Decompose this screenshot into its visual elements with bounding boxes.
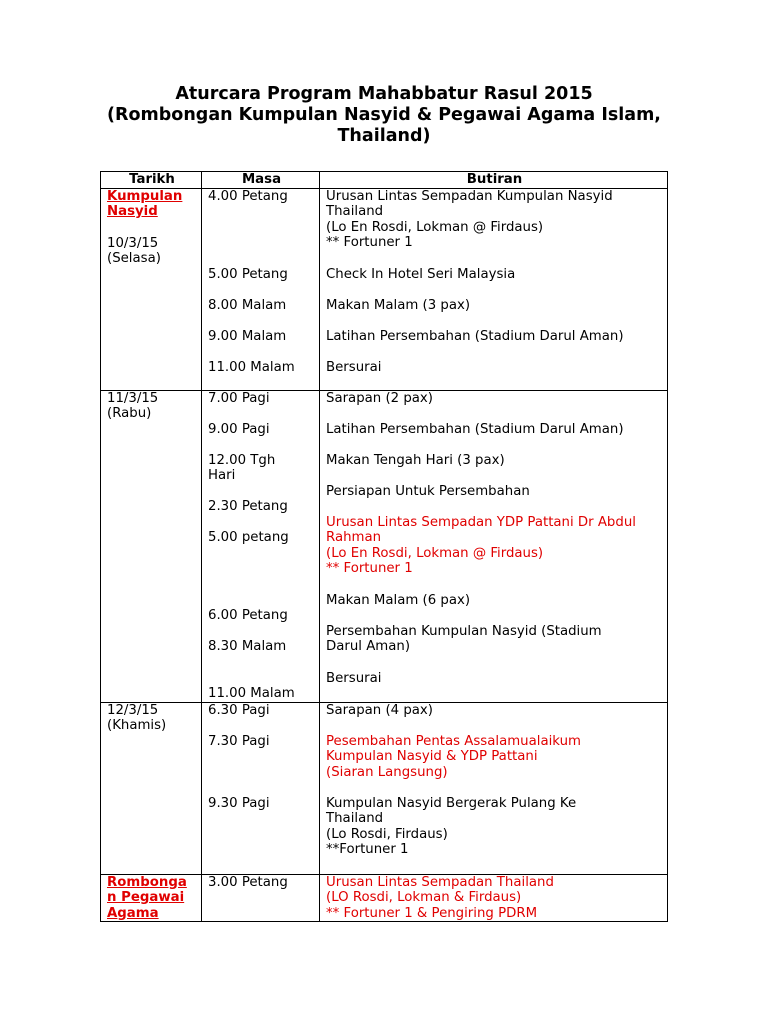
butiran-cell — [320, 702, 668, 874]
detail-text: ** Fortuner 1 — [326, 235, 413, 250]
time-text: 4.00 Petang — [208, 188, 288, 204]
time-text: 3.00 Petang — [208, 874, 288, 890]
masa-cell — [202, 188, 320, 390]
title-line-3: Thailand) — [337, 126, 431, 146]
time-text: Hari — [208, 468, 236, 483]
detail-text-highlight: ** Fortuner 1 & Pengiring PDRM — [326, 905, 538, 921]
masa-cell — [202, 390, 320, 702]
time-text: 8.00 Malam — [208, 297, 287, 313]
category-label: Agama — [107, 905, 159, 921]
category-label: Kumpulan — [107, 188, 183, 204]
time-text: 9.30 Pagi — [208, 795, 270, 811]
table-header-row — [101, 172, 668, 189]
document-title — [0, 84, 768, 147]
detail-text-highlight: Rahman — [326, 530, 382, 545]
detail-text: Thailand — [326, 811, 384, 826]
title-line-2: (Rombongan Kumpulan Nasyid & Pegawai Agama Islam, — [107, 105, 661, 125]
detail-text: Sarapan (4 pax) — [326, 702, 433, 718]
masa-cell — [202, 874, 320, 921]
detail-text: Persembahan Kumpulan Nasyid (Stadium — [326, 623, 602, 639]
tarikh-cell — [101, 188, 202, 390]
category-label: n Pegawai — [107, 890, 185, 905]
detail-text: Thailand — [326, 204, 384, 219]
tarikh-cell — [101, 874, 202, 921]
detail-text: Makan Tengah Hari (3 pax) — [326, 452, 505, 468]
time-text: 2.30 Petang — [208, 498, 288, 514]
day-text: (Selasa) — [107, 251, 161, 266]
detail-text: Bersurai — [326, 359, 382, 375]
detail-text: Makan Malam (6 pax) — [326, 592, 471, 608]
time-text: 9.00 Pagi — [208, 421, 270, 437]
detail-text: Latihan Persembahan (Stadium Darul Aman) — [326, 328, 624, 344]
date-text: 12/3/15 — [107, 702, 159, 718]
detail-text-highlight: Urusan Lintas Sempadan Thailand — [326, 874, 554, 890]
category-label: Rombonga — [107, 874, 187, 890]
detail-text-highlight: (Lo En Rosdi, Lokman @ Firdaus) — [326, 545, 544, 561]
detail-text: (Lo Rosdi, Firdaus) — [326, 826, 448, 842]
detail-text: Bersurai — [326, 670, 382, 686]
schedule-table — [100, 171, 668, 922]
detail-text: Kumpulan Nasyid Bergerak Pulang Ke — [326, 795, 577, 811]
category-label: Nasyid — [107, 204, 158, 219]
header-tarikh: Tarikh — [101, 172, 202, 189]
table-row — [101, 188, 668, 390]
detail-text: Latihan Persembahan (Stadium Darul Aman) — [326, 421, 624, 437]
time-text: 7.00 Pagi — [208, 390, 270, 406]
time-text: 9.00 Malam — [208, 328, 287, 344]
detail-text: Check In Hotel Seri Malaysia — [326, 266, 516, 282]
time-text: 6.30 Pagi — [208, 702, 270, 718]
detail-text: Sarapan (2 pax) — [326, 390, 433, 406]
detail-text-highlight: Urusan Lintas Sempadan YDP Pattani Dr Abdul — [326, 514, 636, 530]
time-text: 5.00 petang — [208, 529, 289, 545]
date-text: 10/3/15 — [107, 235, 159, 251]
header-butiran: Butiran — [320, 172, 668, 189]
butiran-cell — [320, 874, 668, 921]
tarikh-cell — [101, 390, 202, 702]
time-text: 12.00 Tgh — [208, 452, 276, 468]
detail-text-highlight: (LO Rosdi, Lokman & Firdaus) — [326, 890, 522, 905]
butiran-cell — [320, 188, 668, 390]
table-row — [101, 702, 668, 874]
time-text: 11.00 Malam — [208, 359, 295, 375]
time-text: 6.00 Petang — [208, 607, 288, 623]
detail-text-highlight: Pesembahan Pentas Assalamualaikum — [326, 733, 581, 749]
detail-text: Persiapan Untuk Persembahan — [326, 483, 530, 499]
date-text: 11/3/15 — [107, 390, 159, 406]
detail-text: **Fortuner 1 — [326, 842, 409, 857]
time-text: 11.00 Malam — [208, 685, 295, 701]
butiran-cell — [320, 390, 668, 702]
day-text: (Khamis) — [107, 718, 167, 733]
time-text: 5.00 Petang — [208, 266, 288, 282]
detail-text-highlight: (Siaran Langsung) — [326, 764, 448, 780]
header-masa: Masa — [202, 172, 320, 189]
time-text: 8.30 Malam — [208, 638, 287, 654]
tarikh-cell — [101, 702, 202, 874]
title-line-1: Aturcara Program Mahabbatur Rasul 2015 — [175, 84, 593, 104]
table-row — [101, 390, 668, 702]
detail-text: Makan Malam (3 pax) — [326, 297, 471, 313]
day-text: (Rabu) — [107, 406, 152, 421]
detail-text-highlight: ** Fortuner 1 — [326, 561, 413, 576]
detail-text: (Lo En Rosdi, Lokman @ Firdaus) — [326, 219, 544, 235]
table-row — [101, 874, 668, 921]
detail-text: Darul Aman) — [326, 639, 411, 654]
time-text: 7.30 Pagi — [208, 733, 270, 749]
detail-text-highlight: Kumpulan Nasyid & YDP Pattani — [326, 749, 538, 764]
masa-cell — [202, 702, 320, 874]
detail-text: Urusan Lintas Sempadan Kumpulan Nasyid — [326, 188, 613, 204]
